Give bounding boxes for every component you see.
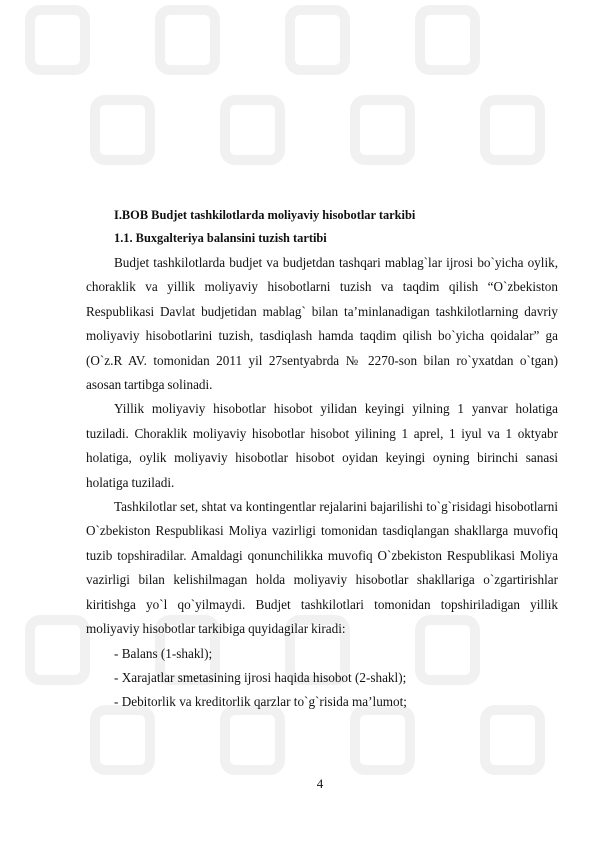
page-body: [86, 205, 558, 715]
chapter-heading: I.BOB Budjet tashkilotlarda moliyaviy hisobotlar tarkibi: [114, 208, 416, 222]
list-item: - Xarajatlar smetasining ijrosi haqida hisobot (2-shakl);: [114, 669, 407, 685]
paragraph: Yillik moliyaviy hisobotlar hisobot yilidan keyingi yilning 1 yanvar holatiga tuziladi. Choraklik moliyaviy hisobotlar hisobot yilining 1 aprel, 1 iyul va 1 oktyabr holatiga, oylik moliyaviy hisobotlar hisobot oyidan keyingi oyning birinchi sanasi holatiga tuziladi.: [86, 401, 558, 490]
paragraph: Budjet tashkilotlarda budjet va budjetdan tashqari mablag`lar ijrosi bo`yicha oylik, choraklik va yillik moliyaviy hisobotlarni tuzish va taqdim qilish “O`zbekiston Respublikasi Davlat budjetidan mablag` bilan ta’minlanadigan tashkilotlarning davriy moliyaviy hisobotlarini tuzish, tasdiqlash hamda taqdim qilish bo`yicha qoidalar” ga (O`z.R AV. tomonidan 2011 yil 27sentyabrda № 2270-son bilan ro`yxatdan o`tgan) asosan tartibga solinadi.: [86, 255, 558, 393]
section-heading: 1.1. Buxgalteriya balansini tuzish tartibi: [114, 231, 327, 245]
paragraph: Tashkilotlar set, shtat va kontingentlar rejalarini bajarilishi to`g`risidagi hisobotlarni O`zbekiston Respublikasi Moliya vazirligi tomonidan tasdiqlangan shakllarga muvofiq tuzib topshiradilar. Amaldagi qonunchilikka muvofiq O`zbekiston Respublikasi Moliya vazirligi bilan kelishilmagan holda moliyaviy hisobotlar shakllariga o`zgartirishlar kiritishga yo`l qo`yilmaydi. Budjet tashkilotlari tomonidan topshiriladigan yillik moliyaviy hisobotlar tarkibiga quyidagilar kiradi:: [86, 499, 558, 637]
list-item: - Balans (1-shakl);: [114, 645, 213, 661]
list-item: - Debitorlik va kreditorlik qarzlar to`g`risida ma’lumot;: [114, 694, 407, 710]
page-number: 4: [316, 776, 324, 791]
